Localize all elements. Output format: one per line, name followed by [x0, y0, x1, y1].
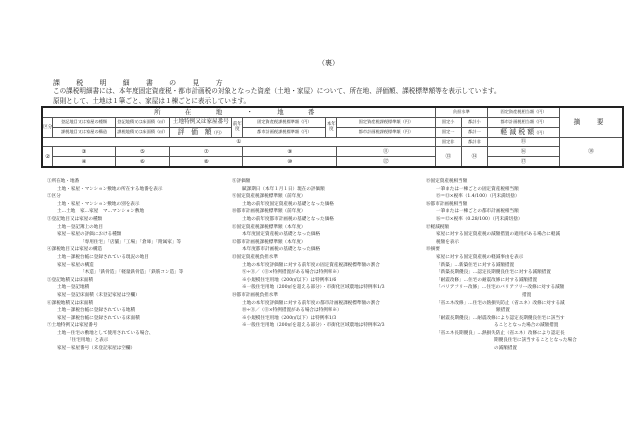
note-line: 家屋に対する固定資産税の軽減事由を表示	[436, 254, 524, 260]
note-heading: ⑧評価額	[232, 179, 251, 184]
note-heading: ⑪固定資産税課税標準額（本年度）	[232, 224, 306, 230]
intro-line-2: 原則として、土地は１筆ごと、家屋は１棟ごとに表示しています。	[53, 97, 251, 105]
marker-15: ⑮	[488, 137, 560, 147]
note-line: ⑩÷⑧／（⑧×特例措置がある場合は特例率※）	[242, 308, 342, 314]
note-line: 「バリアフリー改修」…住宅のバリアフリー改修に対する減額	[436, 285, 565, 291]
burden-city-small-label: 都計小	[461, 117, 487, 127]
burden-fixed-small-label: 固定小	[435, 117, 461, 127]
note-line: 「新築」…新築住宅に対する減額措置	[436, 262, 515, 268]
note-line: 「住宅用地」と表示	[67, 338, 109, 344]
marker-13: ⑬	[435, 147, 461, 167]
marker-7: ⑦	[170, 147, 243, 157]
note-heading: ⑱摘要	[426, 247, 440, 253]
note-line: 家屋－家屋の評価における種類	[57, 232, 122, 238]
note-line: ることとなった場合の減額措置	[494, 323, 559, 329]
notes-column-1	[47, 178, 183, 353]
note-line: 土地の本年度評価額に対する前年度の都市計画税課税標準額の割合	[242, 300, 380, 306]
note-line: 「木造」「鉄骨造」「軽量鉄骨造」「鉄筋コン造」等	[80, 270, 184, 276]
note-line: 土地－課税台帳に登録されている地積	[57, 308, 136, 314]
note-line: 家屋に対する固定資産税の減額措置の適用がある場合に軽減	[436, 232, 561, 238]
note-heading: ⑫都市計画税課税標準額（本年度）	[232, 239, 306, 245]
note-line: 家屋－課税台帳に登録されている床面積	[57, 315, 140, 321]
marker-2: ②	[42, 147, 53, 167]
prev-fixed-asset-tax-base-label: 固定資産税課税標準額（円）	[243, 117, 326, 127]
note-line: ⑨÷⑧／（⑧×特例措置がある場合は特例率※）	[242, 270, 342, 276]
land-special-or-house-number-label: 土地特例又は家屋番号	[170, 117, 232, 127]
marker-9: ⑨	[243, 147, 337, 157]
marker-16: ⑯	[488, 147, 560, 157]
page-title: 課 税 明 細 書 の 見 方	[53, 79, 230, 87]
taxable-land-category-label: 課税地目又は家屋の構造	[53, 127, 115, 137]
tax-reduction-label	[488, 127, 560, 137]
marker-18: ⑱	[560, 137, 623, 167]
note-heading: ②区分	[47, 194, 61, 200]
marker-4: ④	[53, 157, 115, 167]
assessed-value-unit: （円）	[211, 129, 225, 135]
marker-11: ⑪	[337, 147, 435, 157]
note-heading: ④課税地目又は家屋の構造	[47, 247, 103, 253]
note-heading: ⑬固定資産税負担水準	[232, 254, 278, 260]
note-heading: ①所在地・地番	[47, 179, 80, 184]
note-line: 税額を表示	[436, 239, 459, 245]
page-marker: （裏）	[318, 59, 339, 67]
note-line: 期優良住宅に該当することとなった場合	[494, 338, 577, 344]
note-line: 土…土地 家…家屋 マ…マンション敷地	[57, 209, 145, 215]
note-line: 「耐震長期優良」…耐震改修により認定長期優良住宅に該当す	[436, 315, 565, 321]
note-line: 土地－登記簿上の地目	[57, 224, 103, 230]
tax-reduction-text: 軽 減 税 額	[500, 127, 535, 136]
note-line: 「専用住宅」「店舗」「工場」「倉庫」「附属家」等	[80, 239, 182, 245]
assessed-value-label	[170, 127, 232, 137]
marker-5: ⑤	[115, 147, 170, 157]
curr-city-planning-tax-base-label: 都市計画税課税標準額（円）	[337, 127, 435, 137]
note-line: 「省エネ改修」…住宅の熱損失防止（省エネ）改修に対する減	[436, 300, 565, 306]
note-line: 土地・家屋・マンション敷地の所在する地番を表示	[57, 186, 163, 192]
note-line: 「省エネ長期優良」…熱損失防止（省エネ）改修により認定長	[436, 330, 565, 336]
marker-1: ①	[42, 137, 435, 147]
curr-fixed-asset-tax-base-label: 固定資産税課税標準額（円）	[337, 117, 435, 127]
note-line: 土地の本年度評価額に対する前年度の固定資産税課税標準額の割合	[242, 262, 380, 268]
note-line: 一筆または一棟ごとの固定資産税相当額	[436, 186, 519, 192]
note-heading: ⑨固定資産税課税標準額（前年度）	[232, 194, 306, 200]
marker-3: ③	[53, 147, 115, 157]
note-heading: ⑮固定資産税相当額	[426, 179, 468, 184]
note-heading: ⑭都市計画税負担水準	[232, 292, 278, 298]
note-line: 本年度都市計画税の基礎となった価格	[242, 247, 321, 253]
note-heading: ⑰軽減税額	[426, 224, 449, 230]
note-line: 土地・家屋・マンション敷地の別を表示	[57, 201, 140, 207]
note-line: 一筆または一棟ごとの都市計画税相当額	[436, 209, 519, 215]
note-line: 額措置	[496, 308, 510, 314]
note-line: ※一般住宅用地（200㎡を超える部分）・市街化区域農地は特例率1/3	[242, 285, 385, 291]
note-heading: ⑩都市計画税課税標準額（前年度）	[232, 209, 306, 215]
tax-statement-layout-table	[41, 106, 624, 168]
note-line: 土地－住宅の敷地として使用されている場合、	[57, 330, 154, 336]
note-line: 家屋－家屋の構造	[57, 262, 94, 268]
note-line: 賦課期日（本年１月１日）現在の評価額	[242, 186, 325, 192]
prev-city-planning-tax-base-label: 都市計画税課税標準額（円）	[243, 127, 326, 137]
marker-14: ⑭	[461, 147, 487, 167]
note-line: の減額措置	[494, 346, 517, 352]
marker-8: ⑧	[170, 157, 243, 167]
marker-12: ⑫	[337, 157, 435, 167]
note-line: ※小規模住宅用地（200㎡以下）は特例率1/3	[242, 315, 337, 321]
note-line: 土地の前年度固定資産税の基礎となった価格	[242, 201, 334, 207]
location-header: 所 在 地 ・ 地 番	[42, 107, 435, 117]
kubun-label: 区分	[42, 117, 53, 137]
note-line: 土地－課税台帳に登録されている現況の地目	[57, 254, 149, 260]
current-year-label: 本年度	[326, 117, 337, 137]
city-planning-tax-equivalent-label: 都市計画税相当額（円）	[488, 117, 560, 127]
burden-fixed-general-label: 固定一	[435, 127, 461, 137]
burden-fixed-nonres-label: 固定非	[435, 137, 461, 147]
note-heading: ⑯都市計画税相当額	[426, 201, 468, 207]
marker-10: ⑩	[243, 157, 337, 167]
note-line: ※一般住宅用地（200㎡を超える部分）・市街化区域農地は特例率2/3	[242, 323, 385, 329]
burden-city-nonres-label: 都計非	[461, 137, 487, 147]
note-line: 「耐震改修」…住宅の耐震改修に対する減額措置	[436, 277, 538, 283]
burden-level-header: 負担水準	[435, 107, 487, 117]
note-line: ※小規模住宅用地（200㎡以下）は特例率1/6	[242, 277, 337, 283]
note-heading: ⑥課税地積又は床面積	[47, 300, 93, 306]
note-line: 土地の前年度都市計画税の基礎となった価格	[242, 216, 334, 222]
intro-line-1: この課税明細書には、本年度固定資産税・都市計画税の対象となった資産（土地・家屋）について、所在地、評価額、課税標準額等を表示しています。	[53, 87, 501, 95]
note-heading: ⑦土地特例又は家屋番号	[47, 323, 98, 329]
note-line: 土地－登記地積	[57, 285, 90, 291]
notes-column-3	[426, 178, 577, 353]
note-line: 措置	[522, 292, 532, 298]
burden-city-general-label: 都計一	[461, 127, 487, 137]
assessed-value-text: 評 価 額	[177, 127, 212, 136]
note-line: 「新築長期優良」…認定長期優良住宅に対する減額措置	[436, 270, 551, 276]
notes-column-2	[232, 178, 385, 330]
previous-year-label: 前年度	[232, 117, 243, 137]
note-heading: ⑤登記地積又は床面積	[47, 277, 93, 283]
note-line: ⑯＝⑫×税率（0.28/100）（円未満切捨）	[436, 216, 523, 222]
note-line: ⑮＝⑪×税率（1.4/100）（円未満切捨）	[436, 194, 520, 200]
fixed-asset-tax-equivalent-label: 固定資産税相当額（円）	[488, 107, 560, 117]
taxable-area-label: 課税地積又は床面積（㎡）	[115, 127, 170, 137]
registered-area-label: 登記地積又は床面積（㎡）	[115, 117, 170, 127]
note-line: 家屋－登記床面積（未登記家屋は空欄）	[57, 292, 140, 298]
note-heading: ③登記地目又は家屋の種類	[47, 216, 103, 222]
registered-land-category-label: 登記地目又は家屋の種類	[53, 117, 115, 127]
intro-text	[53, 86, 501, 106]
note-line: 家屋－家屋番号（未登記家屋は空欄）	[57, 346, 136, 352]
note-line: 本年度固定資産税の基礎となった価格	[242, 232, 321, 238]
marker-17: ⑰	[488, 157, 560, 167]
remarks-header: 摘 要	[560, 107, 623, 137]
marker-6: ⑥	[115, 157, 170, 167]
tax-reduction-unit: （円）	[534, 129, 547, 135]
